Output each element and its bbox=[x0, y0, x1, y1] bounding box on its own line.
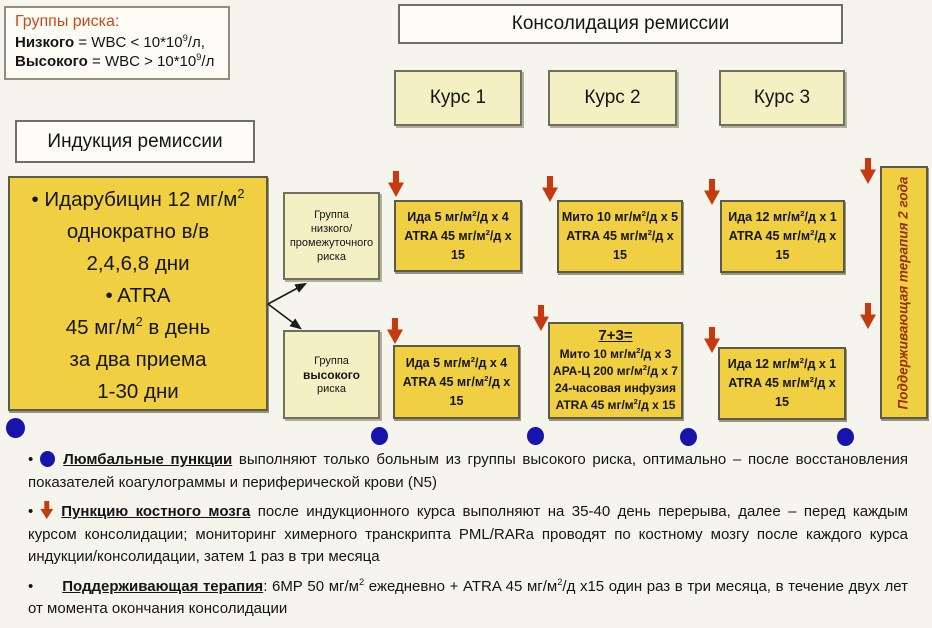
down-arrow-icon bbox=[533, 305, 549, 331]
induction-regimen-box bbox=[8, 176, 268, 411]
regimen-course2-lowrisk-box: Мито 10 $мг/м^2/д$ х 5 ATRA 45 $мг/м^2/д$ х 15 bbox=[557, 200, 683, 273]
induction-line: однократно в/в bbox=[66, 220, 210, 243]
down-arrow-icon bbox=[542, 176, 558, 202]
risk-legend-high-row: Высокого = WBC > $10*10^9/л$ bbox=[15, 52, 215, 70]
regimen-course1-highrisk-box: Ида 5 $мг/м^2/д$ х 4 ATRA 45 $мг/м^2/д$ х 15 bbox=[393, 345, 520, 419]
course1-label-box: Курс 1 bbox=[394, 70, 522, 126]
down-arrow-icon bbox=[860, 303, 876, 329]
risk-legend-title: Группы риска: bbox=[15, 13, 120, 30]
lumbar-puncture-dot-icon bbox=[837, 428, 854, 446]
consolidation-header: Консолидация ремиссии bbox=[398, 4, 843, 44]
induction-line: • Идарубицин 12 $мг/м^2$ bbox=[31, 186, 245, 211]
induction-line: • ATRA bbox=[105, 284, 171, 307]
lumbar-puncture-dot-icon bbox=[371, 427, 388, 445]
risk-group-high-box: Группа высокого риска bbox=[283, 330, 380, 419]
induction-line: 2,4,6,8 дни bbox=[86, 252, 190, 275]
red-arrow-icon bbox=[40, 501, 53, 519]
down-arrow-icon bbox=[388, 171, 404, 197]
down-arrow-icon bbox=[387, 318, 403, 344]
risk-legend-low-row: Низкого = WBC < $10*10^9/л$, bbox=[15, 33, 205, 51]
induction-line: 1-30 дни bbox=[97, 380, 179, 403]
regimen-course1-lowrisk-box: Ида 5 $мг/м^2/д$ х 4 ATRA 45 $мг/м^2/д$ х 15 bbox=[394, 200, 522, 272]
lumbar-puncture-dot-icon bbox=[6, 418, 25, 438]
regimen-course3-highrisk-box: Ида 12 $мг/м^2/д$ х 1 ATRA 45 $мг/м^2/д$ х 15 bbox=[718, 347, 846, 420]
lumbar-puncture-dot-icon bbox=[680, 428, 697, 446]
induction-line: 45 $мг/м^2$ в день bbox=[65, 314, 211, 339]
risk-group-low-box: Группа низкого/ промежуточного риска bbox=[283, 192, 380, 280]
maintenance-therapy-box bbox=[880, 166, 928, 419]
down-arrow-icon bbox=[860, 158, 876, 184]
note-bone-marrow-puncture: • Пункцию костного мозга после индукционного курса выполняют на 35-40 день перерыва, далее – перед каждым курсом консолидации; мониторинг химерного транскрипта PML/RARa проводят по костному мозгу после каждого курса индукции/консолидации, затем 1 раз в три месяца bbox=[28, 503, 908, 565]
note-lumbar-punctures: • Люмбальные пункции выполняют только больным из группы высокого риска, оптимально – после восстановления показателей коагулограммы и периферической крови (N5) bbox=[28, 451, 909, 491]
regimen-course2-highrisk-box: 7+3= Мито 10 $мг/м^2/д$ х 3 АРА-Ц 200 $мг/м^2/д$ х 7 24-часовая инфузия ATRA 45 $мг/м^2/д$ х 15 bbox=[548, 322, 683, 419]
lumbar-puncture-dot-icon bbox=[527, 427, 544, 445]
blue-dot-icon bbox=[40, 451, 55, 467]
induction-line: за два приема bbox=[69, 348, 207, 371]
risk-legend-box bbox=[4, 6, 230, 80]
course3-label-box: Курс 3 bbox=[719, 70, 845, 126]
down-arrow-icon bbox=[704, 179, 720, 205]
maintenance-therapy-label: Поддерживающая терапия 2 года bbox=[895, 176, 911, 410]
note-maintenance-therapy: • Поддерживающая терапия: 6МР 50 $мг/м^2$ ежедневно + ATRA 45 $мг/м^2/д$ х15 один раз в три месяца, в течение двух лет от момента окончания консолидации bbox=[28, 576, 908, 617]
course2-label-box: Курс 2 bbox=[548, 70, 677, 126]
induction-header: Индукция ремиссии bbox=[15, 120, 255, 163]
seven-plus-three-title: 7+3= bbox=[598, 327, 633, 344]
regimen-course3-lowrisk-box: Ида 12 $мг/м^2/д$ х 1 ATRA 45 $мг/м^2/д$ х 15 bbox=[720, 200, 845, 273]
footnotes bbox=[28, 449, 908, 628]
